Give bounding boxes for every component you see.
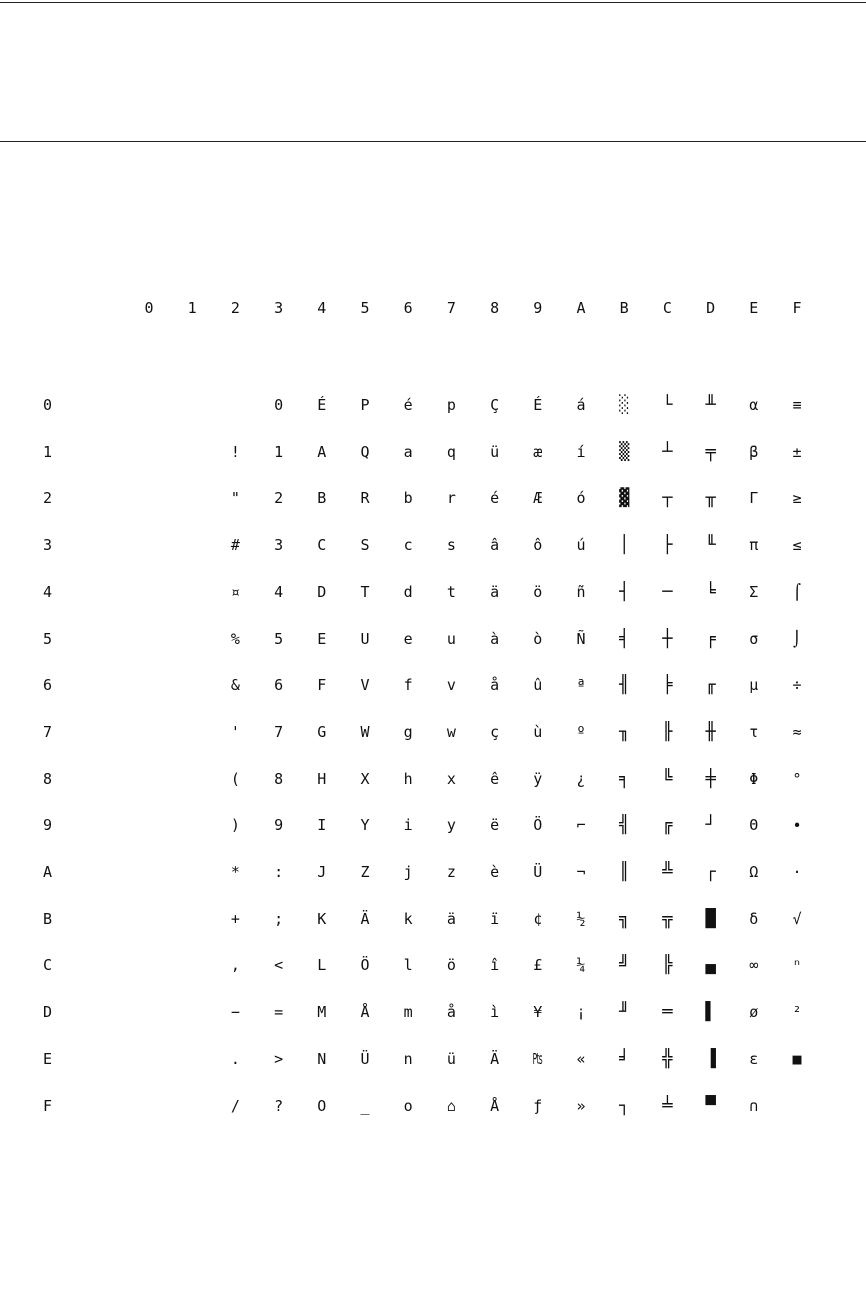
code-cell: ² — [792, 1003, 802, 1022]
code-cell: ■ — [792, 1049, 802, 1068]
code-cell: f — [403, 676, 413, 695]
code-cell: ° — [792, 769, 802, 788]
code-cell: ¤ — [230, 582, 240, 601]
code-cell: ¢ — [533, 909, 543, 928]
code-cell: ñ — [576, 582, 586, 601]
code-cell: ┬ — [662, 488, 673, 509]
code-cell: o — [403, 1096, 413, 1115]
code-cell: I — [317, 816, 327, 835]
code-cell: ê — [490, 769, 500, 788]
code-cell: Æ — [533, 489, 543, 508]
code-cell: ╤ — [705, 441, 716, 462]
code-cell: ½ — [576, 909, 586, 928]
column-header: 4 — [317, 299, 327, 317]
code-cell: 1 — [274, 442, 284, 461]
code-cell: ╘ — [705, 581, 716, 602]
code-cell: É — [317, 396, 327, 414]
code-cell: ╓ — [705, 675, 716, 696]
code-cell: J — [317, 863, 327, 881]
code-cell: ⌠ — [792, 582, 802, 601]
code-cell: ⌡ — [792, 629, 802, 648]
code-cell: ì — [490, 1003, 500, 1022]
column-header: 2 — [230, 299, 240, 317]
code-cell: < — [274, 956, 284, 975]
code-cell: E — [317, 629, 327, 648]
code-cell: ä — [446, 909, 456, 928]
row-header: 6 — [43, 676, 53, 695]
code-cell: p — [446, 396, 456, 414]
code-cell: 8 — [274, 769, 284, 788]
code-cell: u — [446, 629, 456, 648]
code-cell: N — [317, 1049, 327, 1068]
code-cell: ë — [490, 816, 500, 835]
code-cell: g — [403, 722, 413, 741]
code-cell: C — [317, 536, 327, 555]
code-cell: ï — [490, 909, 500, 928]
code-cell: ┐ — [619, 1095, 630, 1116]
code-cell: h — [403, 769, 413, 788]
code-cell: X — [360, 769, 370, 788]
code-cell: ╜ — [619, 1002, 630, 1023]
code-cell: ø — [749, 1003, 759, 1022]
code-cell: Å — [490, 1096, 500, 1115]
code-cell: ▄ — [705, 955, 716, 976]
code-cell: / — [230, 1096, 240, 1115]
row-header: E — [43, 1049, 53, 1068]
code-cell: ò — [533, 629, 543, 648]
code-cell: í — [576, 442, 586, 461]
code-cell: ü — [446, 1049, 456, 1068]
code-cell: R — [360, 489, 370, 508]
code-cell: ÿ — [533, 769, 543, 788]
row-header: 1 — [43, 442, 53, 461]
code-cell: » — [576, 1096, 586, 1115]
code-cell: ╡ — [619, 628, 630, 649]
code-cell: █ — [705, 908, 716, 929]
code-cell: ; — [274, 909, 284, 928]
code-cell: î — [490, 956, 500, 975]
code-cell: " — [230, 489, 240, 508]
code-cell: ¼ — [576, 956, 586, 975]
code-cell: ó — [576, 489, 586, 508]
code-cell: ù — [533, 722, 543, 741]
code-cell: ¡ — [576, 1003, 586, 1022]
code-cell: c — [403, 536, 413, 555]
code-cell: Q — [360, 442, 370, 461]
code-cell: i — [403, 816, 413, 835]
code-cell: n — [403, 1049, 413, 1068]
column-header: 0 — [144, 299, 154, 317]
code-cell: H — [317, 769, 327, 788]
code-cell: b — [403, 489, 413, 508]
code-cell: ƒ — [533, 1096, 543, 1115]
code-cell: ╧ — [662, 1095, 673, 1116]
code-cell: % — [230, 629, 240, 648]
code-cell: ╞ — [662, 675, 673, 696]
code-cell: ! — [230, 442, 240, 461]
row-header: 0 — [43, 396, 53, 414]
code-cell: « — [576, 1049, 586, 1068]
code-cell: ┘ — [705, 815, 716, 836]
code-cell: ' — [230, 722, 240, 741]
column-header: 9 — [533, 299, 543, 317]
code-cell: q — [446, 442, 456, 461]
column-header: B — [619, 299, 629, 317]
code-cell: ▌ — [705, 1002, 716, 1023]
code-cell: δ — [749, 909, 759, 928]
code-cell: à — [490, 629, 500, 648]
code-cell: ╢ — [619, 675, 630, 696]
row-header: F — [43, 1096, 53, 1115]
code-cell: Å — [360, 1003, 370, 1022]
code-cell: & — [230, 676, 240, 695]
code-cell: é — [403, 396, 413, 414]
code-cell: ¥ — [533, 1003, 543, 1022]
code-cell: A — [317, 442, 327, 461]
code-cell: ╝ — [619, 955, 630, 976]
code-cell: æ — [533, 442, 543, 461]
code-cell: D — [317, 582, 327, 601]
code-cell: . — [230, 1049, 240, 1068]
code-cell: ─ — [662, 581, 673, 602]
code-cell: ┤ — [619, 581, 630, 602]
code-cell: ⁿ — [792, 956, 802, 975]
code-cell: * — [230, 863, 240, 881]
code-cell: v — [446, 676, 456, 695]
code-cell: # — [230, 536, 240, 555]
code-cell: ╫ — [705, 721, 716, 742]
code-cell: a — [403, 442, 413, 461]
code-cell: ┼ — [662, 628, 673, 649]
code-cell: y — [446, 816, 456, 835]
code-cell: ≡ — [792, 396, 802, 414]
code-cell: ú — [576, 536, 586, 555]
code-cell: ä — [490, 582, 500, 601]
column-header: F — [792, 299, 802, 317]
code-cell: + — [230, 909, 240, 928]
code-cell: τ — [749, 722, 759, 741]
code-cell: Σ — [749, 582, 759, 601]
code-cell: è — [490, 863, 500, 881]
code-cell: = — [274, 1003, 284, 1022]
code-cell: U — [360, 629, 370, 648]
code-cell: ⌐ — [576, 816, 586, 835]
code-cell: π — [749, 536, 759, 555]
code-cell: └ — [662, 395, 673, 415]
code-cell: z — [446, 863, 456, 881]
code-cell: Ü — [533, 863, 543, 881]
code-cell: Y — [360, 816, 370, 835]
code-cell: ╦ — [662, 908, 673, 929]
code-cell: w — [446, 722, 456, 741]
code-cell: µ — [749, 676, 759, 695]
code-cell: û — [533, 676, 543, 695]
code-cell: ╗ — [619, 908, 630, 929]
code-cell: ╪ — [705, 768, 716, 789]
code-cell: ╟ — [662, 721, 673, 742]
code-cell: 3 — [274, 536, 284, 555]
code-cell: σ — [749, 629, 759, 648]
code-cell: K — [317, 909, 327, 928]
code-cell: Ä — [490, 1049, 500, 1068]
code-cell: e — [403, 629, 413, 648]
code-cell: ∞ — [749, 956, 759, 975]
code-cell: ∩ — [749, 1096, 759, 1115]
code-cell: , — [230, 956, 240, 975]
code-cell: ô — [533, 536, 543, 555]
code-cell: á — [576, 396, 586, 414]
code-cell: 6 — [274, 676, 284, 695]
code-cell: > — [274, 1049, 284, 1068]
code-cell: ╩ — [662, 862, 673, 882]
code-cell: G — [317, 722, 327, 741]
code-cell: É — [533, 396, 543, 414]
code-cell: ≥ — [792, 489, 802, 508]
code-cell: 4 — [274, 582, 284, 601]
code-cell: £ — [533, 956, 543, 975]
code-cell: α — [749, 396, 759, 414]
code-cell: ¬ — [576, 863, 586, 881]
code-cell: ═ — [662, 1002, 673, 1023]
code-cell: ö — [446, 956, 456, 975]
code-cell: ? — [274, 1096, 284, 1115]
code-cell: ( — [230, 769, 240, 788]
code-cell: Ä — [360, 909, 370, 928]
code-cell: T — [360, 582, 370, 601]
code-cell: ≈ — [792, 722, 802, 741]
code-cell: ₧ — [533, 1049, 543, 1068]
code-cell: S — [360, 536, 370, 555]
code-cell: F — [317, 676, 327, 695]
code-cell: r — [446, 489, 456, 508]
code-cell: å — [490, 676, 500, 695]
code-cell: ≤ — [792, 536, 802, 555]
code-cell: ± — [792, 442, 802, 461]
code-cell: ╔ — [662, 815, 673, 836]
code-cell: ┴ — [662, 441, 673, 462]
row-header: C — [43, 956, 53, 975]
code-cell: Φ — [749, 769, 759, 788]
code-cell: ║ — [619, 862, 630, 882]
code-cell: L — [317, 956, 327, 975]
code-cell: m — [403, 1003, 413, 1022]
column-header: C — [662, 299, 672, 317]
code-cell: · — [792, 863, 802, 881]
column-header: 1 — [187, 299, 197, 317]
code-cell: å — [446, 1003, 456, 1022]
code-cell: 7 — [274, 722, 284, 741]
row-header: 4 — [43, 582, 53, 601]
code-cell: ╥ — [705, 488, 716, 509]
code-cell: º — [576, 722, 586, 741]
code-cell: M — [317, 1003, 327, 1022]
code-cell: O — [317, 1096, 327, 1115]
code-cell: j — [403, 863, 413, 881]
code-cell: t — [446, 582, 456, 601]
code-cell: 5 — [274, 629, 284, 648]
code-cell: ü — [490, 442, 500, 461]
code-cell: 0 — [274, 396, 284, 414]
code-cell: Ω — [749, 863, 759, 881]
code-cell: s — [446, 536, 456, 555]
row-header: 5 — [43, 629, 53, 648]
column-header: 5 — [360, 299, 370, 317]
code-cell: Ñ — [576, 629, 586, 648]
code-cell: ╖ — [619, 721, 630, 742]
code-cell: ¿ — [576, 769, 586, 788]
code-cell: Z — [360, 863, 370, 881]
code-cell: ╚ — [662, 768, 673, 789]
code-cell: ╠ — [662, 955, 673, 976]
code-cell: − — [230, 1003, 240, 1022]
code-cell: Θ — [749, 816, 759, 835]
column-header: 7 — [446, 299, 456, 317]
column-header: 6 — [403, 299, 413, 317]
row-header: 8 — [43, 769, 53, 788]
column-header: A — [576, 299, 586, 317]
code-cell: ç — [490, 722, 500, 741]
code-cell: ▒ — [619, 441, 630, 462]
code-cell: ╙ — [705, 535, 716, 556]
code-cell: â — [490, 536, 500, 555]
code-cell: ▀ — [705, 1095, 716, 1116]
code-cell: B — [317, 489, 327, 508]
code-cell: ▓ — [619, 488, 630, 509]
code-cell: │ — [619, 535, 630, 556]
code-cell: ░ — [619, 395, 630, 415]
code-cell: ╬ — [662, 1048, 673, 1069]
code-cell: Ü — [360, 1049, 370, 1068]
code-cell: Ö — [360, 956, 370, 975]
code-cell: Ö — [533, 816, 543, 835]
code-cell: ª — [576, 676, 586, 695]
code-cell: β — [749, 442, 759, 461]
row-header: 9 — [43, 816, 53, 835]
code-cell: V — [360, 676, 370, 695]
column-header: 3 — [274, 299, 284, 317]
code-cell: é — [490, 489, 500, 508]
code-cell: ε — [749, 1049, 759, 1068]
code-cell: ) — [230, 816, 240, 835]
code-cell: W — [360, 722, 370, 741]
code-cell: ╛ — [619, 1048, 630, 1069]
code-cell: 9 — [274, 816, 284, 835]
row-header: 3 — [43, 536, 53, 555]
code-cell: ╒ — [705, 628, 716, 649]
code-cell: ö — [533, 582, 543, 601]
code-cell: Ç — [490, 396, 500, 414]
code-cell: ÷ — [792, 676, 802, 695]
code-cell: √ — [792, 909, 802, 928]
code-cell: ▐ — [705, 1048, 716, 1069]
code-cell: ∙ — [792, 816, 802, 835]
code-cell: d — [403, 582, 413, 601]
code-cell: ╨ — [705, 395, 716, 415]
code-cell: ╣ — [619, 815, 630, 836]
row-header: 2 — [43, 489, 53, 508]
code-cell: l — [403, 956, 413, 975]
code-cell: x — [446, 769, 456, 788]
row-header: A — [43, 863, 53, 881]
code-cell: ╕ — [619, 768, 630, 789]
code-cell: k — [403, 909, 413, 928]
code-cell: _ — [360, 1096, 370, 1115]
row-header: D — [43, 1003, 53, 1022]
row-header: 7 — [43, 722, 53, 741]
code-cell: ┌ — [705, 862, 716, 882]
code-cell: P — [360, 396, 370, 414]
code-cell: : — [274, 863, 284, 881]
row-header: B — [43, 909, 53, 928]
code-cell: 2 — [274, 489, 284, 508]
column-header: 8 — [490, 299, 500, 317]
code-cell: Γ — [749, 489, 759, 508]
column-header: E — [749, 299, 759, 317]
code-cell: ├ — [662, 535, 673, 556]
column-header: D — [706, 299, 716, 317]
code-cell: ⌂ — [446, 1096, 456, 1115]
